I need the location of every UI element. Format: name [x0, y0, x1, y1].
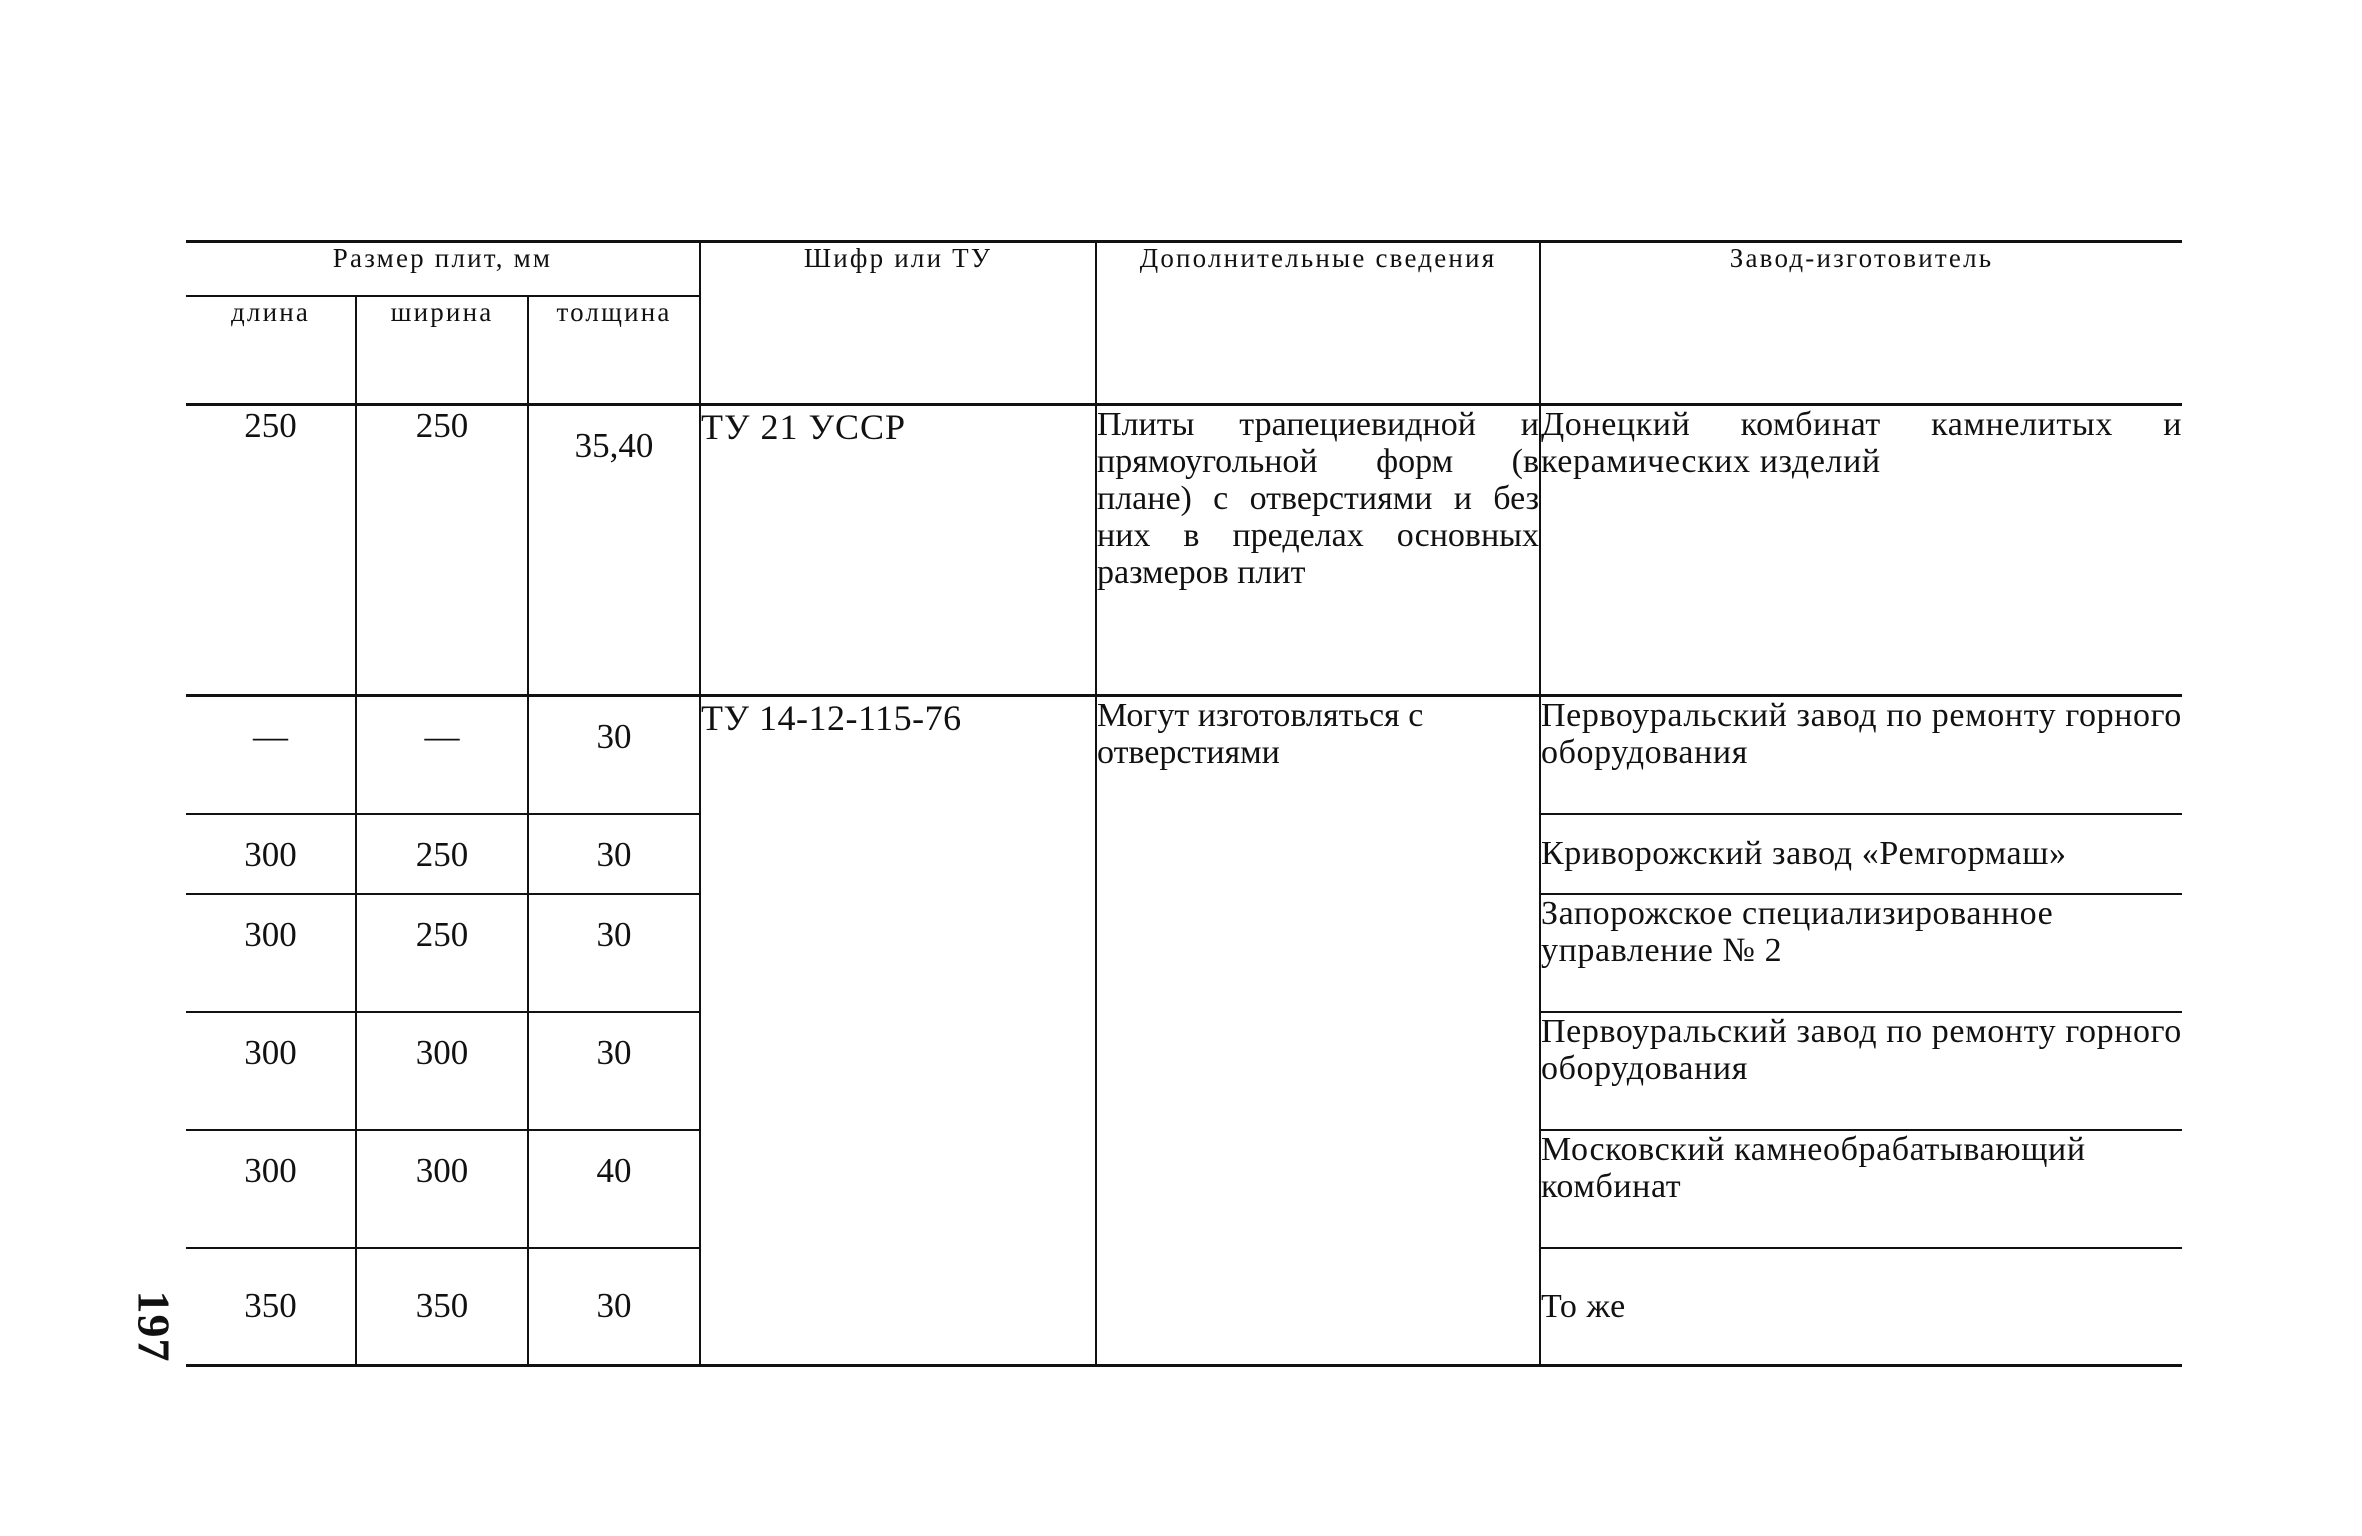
cell-manufacturer: Донецкий комбинат камнелитых и керамических изделий	[1540, 405, 2182, 696]
cell-manufacturer: Первоуральский завод по ремонту горного оборудования	[1540, 1012, 2182, 1130]
cell-manufacturer: То же	[1540, 1248, 2182, 1366]
cell-thickness: 30	[528, 696, 700, 814]
table-row	[186, 405, 2182, 696]
header-size-group: Размер плит, мм	[186, 242, 700, 297]
cell-manufacturer: Запорожское специализированное управление № 2	[1540, 894, 2182, 1012]
header-extra-info: Дополнительные сведения	[1096, 242, 1540, 405]
header-length: длина	[186, 296, 356, 405]
cell-thickness: 30	[528, 894, 700, 1012]
cell-cipher: ТУ 21 УССР	[700, 405, 1096, 696]
header-manufacturer: Завод-изготовитель	[1540, 242, 2182, 405]
cell-width: —	[356, 696, 528, 814]
header-thickness: толщина	[528, 296, 700, 405]
cell-width: 300	[356, 1130, 528, 1248]
cell-width: 350	[356, 1248, 528, 1366]
cell-width: 250	[356, 405, 528, 696]
cell-thickness: 40	[528, 1130, 700, 1248]
cell-length: 250	[186, 405, 356, 696]
plates-table	[186, 240, 2182, 1367]
cell-length: 300	[186, 894, 356, 1012]
cell-width: 250	[356, 894, 528, 1012]
cell-thickness: 30	[528, 1012, 700, 1130]
cell-length: 350	[186, 1248, 356, 1366]
cell-length: —	[186, 696, 356, 814]
cell-width: 300	[356, 1012, 528, 1130]
cell-thickness: 30	[528, 814, 700, 894]
cell-thickness: 35,40	[528, 405, 700, 696]
cell-length: 300	[186, 1130, 356, 1248]
header-width: ширина	[356, 296, 528, 405]
cell-manufacturer: Первоуральский завод по ремонту горного оборудования	[1540, 696, 2182, 814]
cell-extra-info-group: Могут изготовляться с отверстиями	[1096, 696, 1540, 1366]
header-cipher: Шифр или ТУ	[700, 242, 1096, 405]
cell-length: 300	[186, 814, 356, 894]
cell-manufacturer: Криворожский завод «Ремгормаш»	[1540, 814, 2182, 894]
cell-cipher-group: ТУ 14-12-115-76	[700, 696, 1096, 1366]
cell-thickness: 30	[528, 1248, 700, 1366]
cell-extra-info: Плиты трапециевидной и прямоугольной форм (в плане) с отверстиями и без них в пределах основных размеров плит	[1096, 405, 1540, 696]
cell-width: 250	[356, 814, 528, 894]
cell-manufacturer: Московский камнеобрабатывающий комбинат	[1540, 1130, 2182, 1248]
cell-length: 300	[186, 1012, 356, 1130]
page-number: 197	[128, 1290, 180, 1363]
table-row	[186, 696, 2182, 814]
